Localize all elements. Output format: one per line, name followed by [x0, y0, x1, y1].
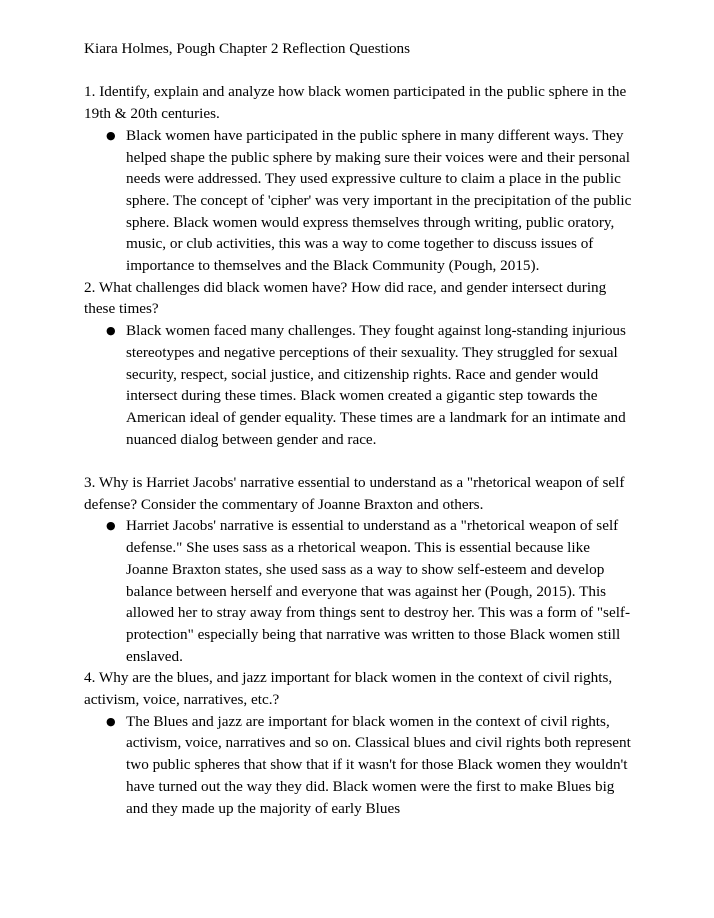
- answer-list-1: [84, 125, 634, 277]
- blank-line: [84, 450, 634, 472]
- question-2: 2. What challenges did black women have? How did race, and gender intersect during these times?: [84, 278, 607, 318]
- answer-2-text: Black women faced many challenges. They fought against long-standing injurious stereotypes and negative perceptions of their sexuality. They struggled for sexual security, respect, social justice, and citizenship rights. Race and gender would intersect during these times. Black women created a gigantic step towards the American ideal of gender equality. These times are a landmark for an intimate and nuanced dialog between gender and race.: [126, 322, 626, 448]
- bullet-icon: ●: [106, 519, 116, 533]
- answer-2: [84, 320, 634, 450]
- bullet-icon: ●: [106, 324, 116, 338]
- document-title: Kiara Holmes, Pough Chapter 2 Reflection Questions: [84, 40, 411, 57]
- answer-1: [84, 125, 634, 277]
- question-1: 1. Identify, explain and analyze how black women participated in the public sphere in the 19th & 20th centuries.: [84, 83, 627, 123]
- answer-list-3: [84, 515, 634, 667]
- answer-list-2: [84, 320, 634, 450]
- question-4: 4. Why are the blues, and jazz important for black women in the context of civil rights, activism, voice, narratives, etc.?: [84, 669, 613, 709]
- bullet-icon: ●: [106, 714, 116, 728]
- answer-3-text: Harriet Jacobs' narrative is essential to understand as a "rhetorical weapon of self defense." She uses sass as a rhetorical weapon. This is essential because like Joanne Braxton states, she used sass as a way to show self-esteem and develop balance between herself and everyone that was against her (Pough, 2015). This allowed her to stray away from things sent to destroy her. This was a form of "self-protection" especially being that narrative was written to those Black women still enslaved.: [126, 517, 631, 665]
- answer-1-text: Black women have participated in the public sphere in many different ways. They helped shape the public sphere by making sure their voices were and their personal needs were addressed. They used expressive culture to claim a place in the public sphere. The concept of 'cipher' was very important in the precipitation of the public sphere. Black women would express themselves through writing, public oratory, music, or club activities, this was a way to come together to discuss issues of importance to themselves and the Black Community (Pough, 2015).: [126, 126, 632, 275]
- answer-3: [84, 515, 634, 667]
- answer-4-text: The Blues and jazz are important for black women in the context of civil rights, activism, voice, narratives and so on. Classical blues and civil rights both represent two public spheres that show that if it wasn't for those Black women they wouldn't have turned out the way they did. Black women were the first to make Blues big and they made up the majority of early Blues: [126, 712, 631, 817]
- answer-4: [84, 711, 634, 820]
- bullet-icon: ●: [106, 128, 116, 142]
- answer-list-4: [84, 711, 634, 820]
- question-3: 3. Why is Harriet Jacobs' narrative essential to understand as a "rhetorical weapon of self defense? Consider the commentary of Joanne Braxton and others.: [84, 474, 625, 513]
- blank-line: [84, 60, 634, 82]
